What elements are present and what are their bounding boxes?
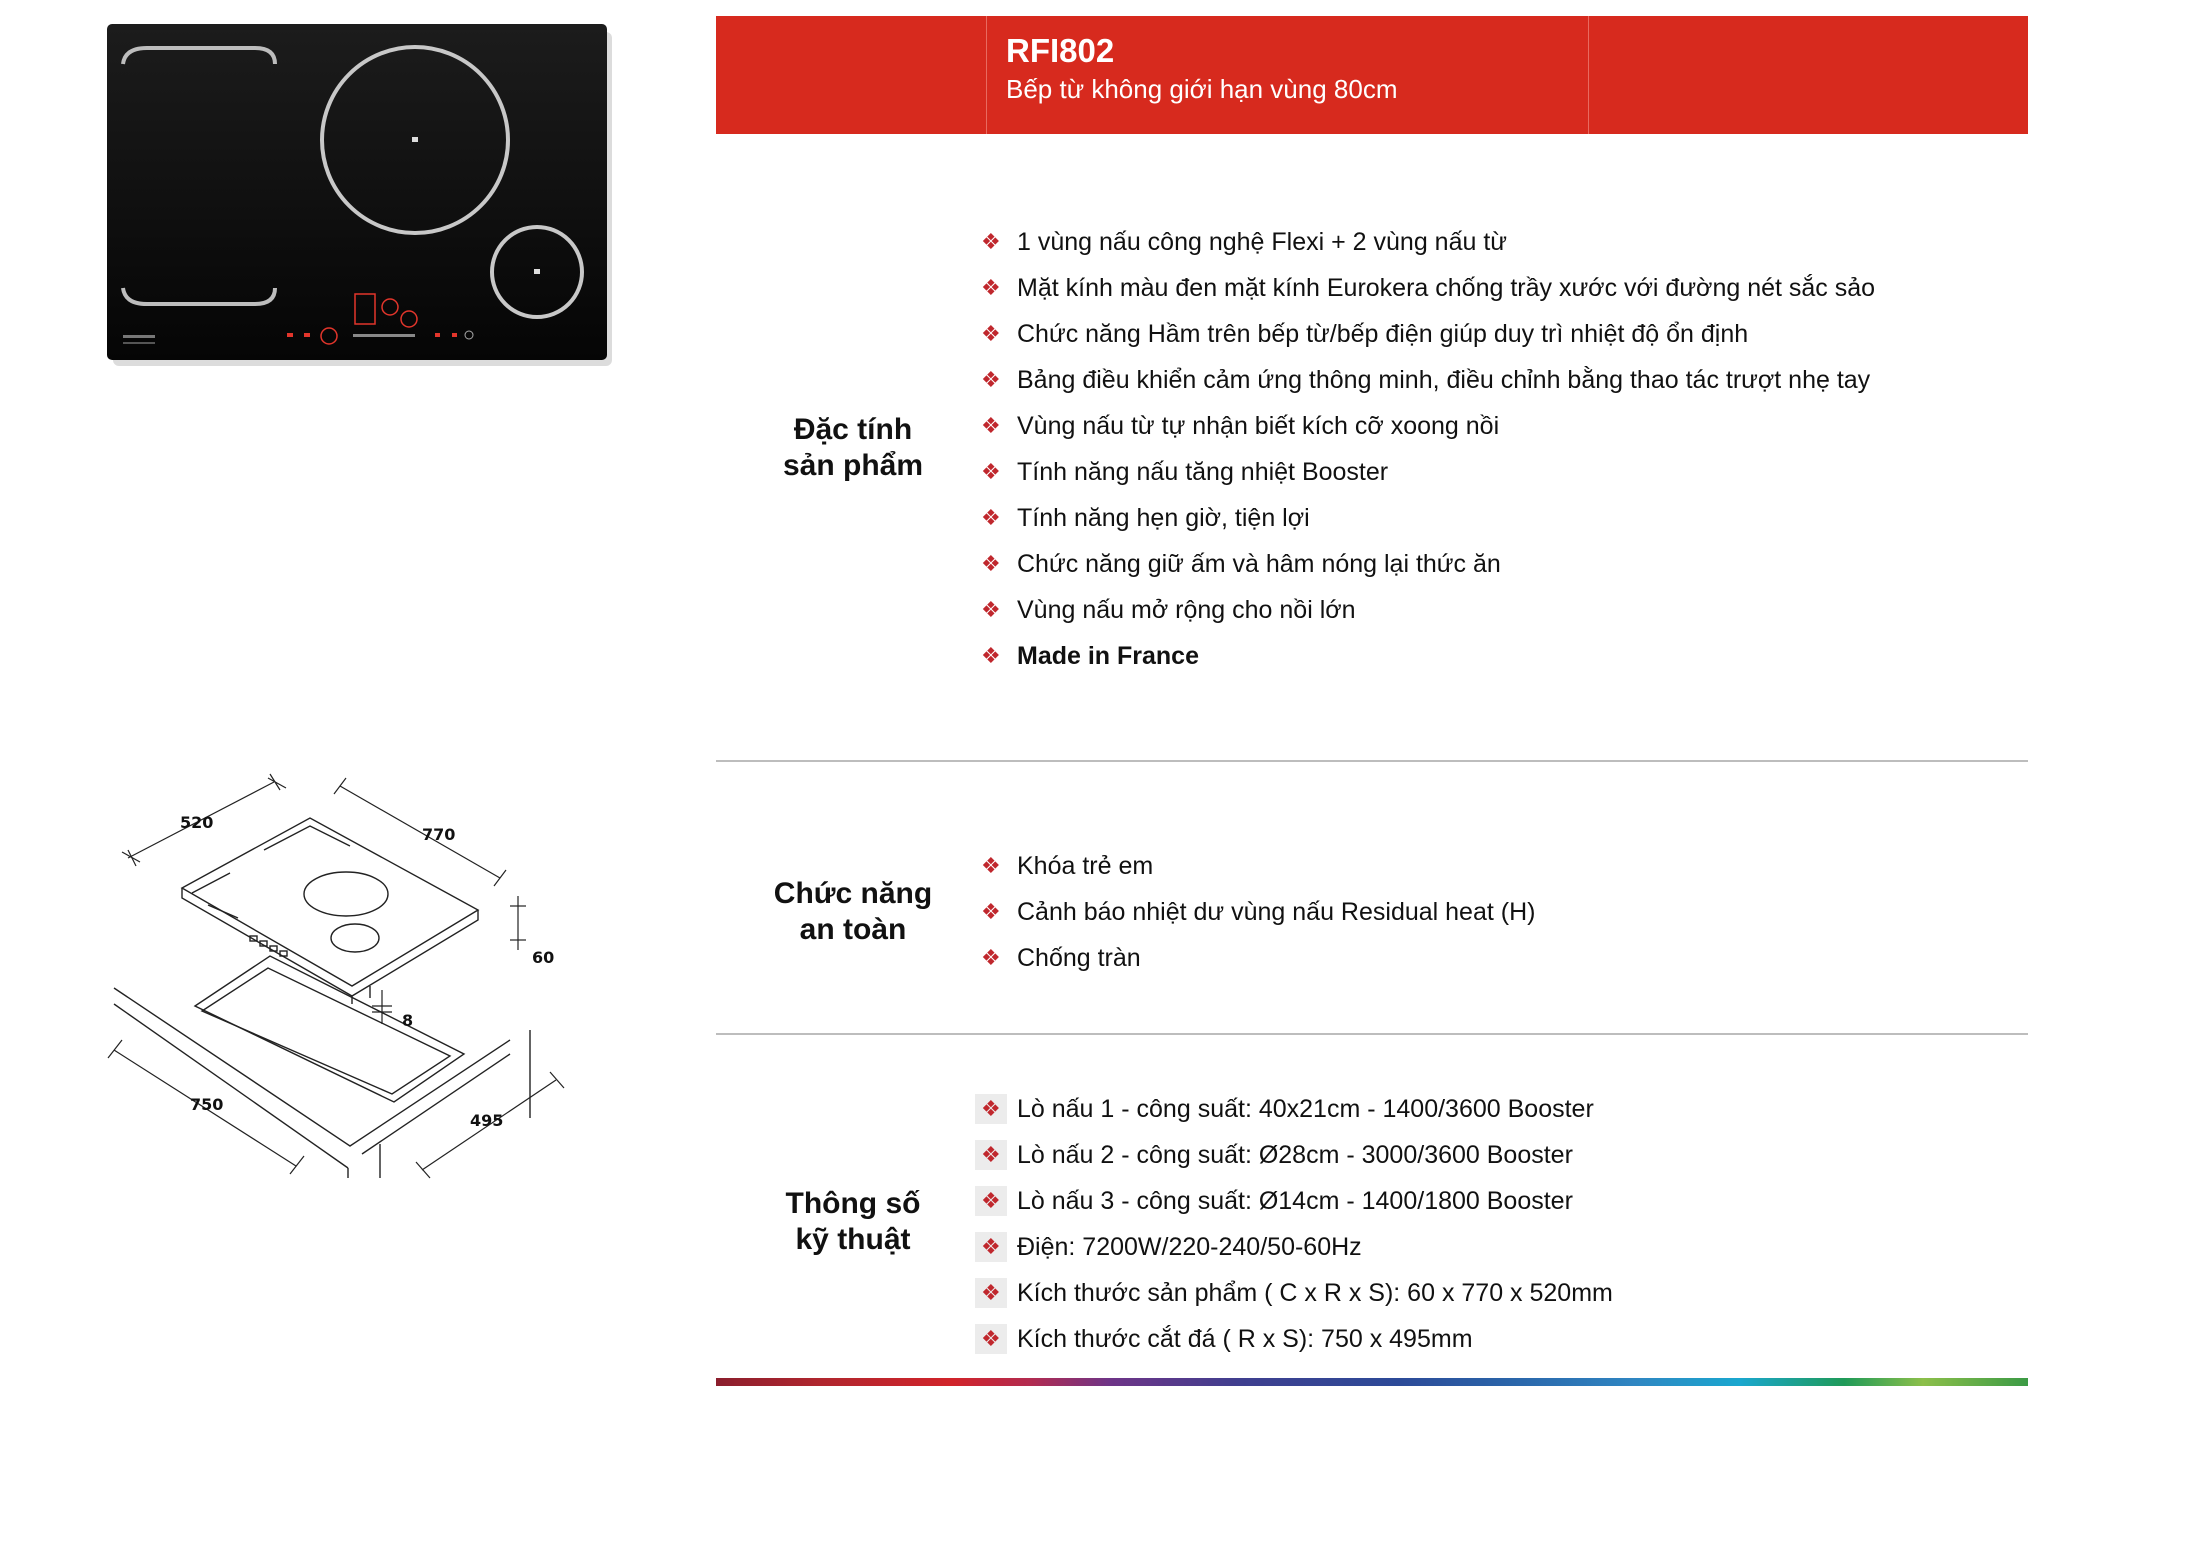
section-title-line: sản phẩm [782,449,924,482]
bullet-icon: ❖ [981,459,1001,484]
list-item [981,265,1876,311]
product-header [716,16,2028,134]
bullet-icon: ❖ [981,229,1001,254]
section-title-line: Thông số [785,1187,921,1220]
footer-color-bar [716,1378,2028,1386]
dim-height-label: 60 [532,948,555,967]
list-item [981,219,1875,265]
list-item-text: Kích thước sản phẩm ( C x R x S): 60 x 770 x 520mm [1017,1279,1613,1307]
list-item [981,541,1875,587]
bullet-icon: ❖ [981,643,1001,668]
list-item [981,1132,1613,1178]
bullet-icon: ❖ [981,413,1001,438]
specs-list [981,1086,1613,1362]
list-item-text: Kích thước cắt đá ( R x S): 750 x 495mm [1017,1325,1473,1353]
list-item [981,1178,1613,1224]
section-divider [716,760,2028,762]
list-item [981,403,1875,449]
list-item [981,587,1875,633]
bullet-icon: ❖ [981,275,1001,300]
list-item [981,495,1875,541]
bullet-icon: ❖ [975,1140,1007,1170]
section-title-specs [718,1186,988,1258]
bullet-icon: ❖ [981,597,1001,622]
list-item-text: Tính năng nấu tăng nhiệt Booster [1017,458,1389,486]
installation-diagram [100,768,580,1198]
header-divider [1588,16,1589,134]
bullet-icon: ❖ [975,1094,1007,1124]
list-item-text: Chống tràn [1017,944,1141,972]
list-item [981,1086,1613,1132]
bullet-icon: ❖ [981,945,1001,970]
bullet-icon: ❖ [975,1186,1007,1216]
list-item-text: Made in France [1017,642,1199,670]
list-item-text: Vùng nấu từ tự nhận biết kích cỡ xoong nồi [1017,412,1500,440]
list-item-text: Chức năng giữ ấm và hâm nóng lại thức ăn [1017,550,1501,578]
safety-list [981,843,1536,981]
list-item-text: 1 vùng nấu công nghệ Flexi + 2 vùng nấu từ [1017,228,1508,256]
list-item-text: Mặt kính màu đen mặt kính Eurokera chống trầy xước với đường nét sắc sảo [1017,274,1876,302]
bullet-icon: ❖ [975,1324,1007,1354]
list-item-text: Lò nấu 1 - công suất: 40x21cm - 1400/3600 Booster [1017,1095,1594,1123]
dim-gap-label: 8 [402,1011,414,1030]
dim-depth-label: 520 [180,813,214,832]
list-item [981,449,1875,495]
cooktop-photo [107,24,612,366]
list-item [981,311,1875,357]
list-item-text: Bảng điều khiển cảm ứng thông minh, điều chỉnh bằng thao tác trượt nhẹ tay [1017,366,1871,394]
list-item [981,1224,1613,1270]
dim-width-label: 770 [422,825,456,844]
section-title-safety [718,876,988,948]
header-divider [986,16,987,134]
list-item [981,1316,1613,1362]
bullet-icon: ❖ [981,367,1001,392]
model-name: RFI802 [1006,32,1115,69]
list-item-text: Lò nấu 2 - công suất: Ø28cm - 3000/3600 Booster [1017,1141,1573,1169]
model-subtitle: Bếp từ không giới hạn vùng 80cm [1006,74,1398,104]
dim-cut-width-label: 750 [190,1095,224,1114]
list-item-text: Vùng nấu mở rộng cho nồi lớn [1017,596,1356,624]
list-item-text: Khóa trẻ em [1017,852,1154,880]
section-title-features [718,412,988,484]
list-item [981,1270,1613,1316]
bullet-icon: ❖ [975,1278,1007,1308]
list-item-text: Cảnh báo nhiệt dư vùng nấu Residual heat (H) [1017,898,1536,926]
dim-cut-depth-label: 495 [470,1111,504,1130]
section-title-line: kỹ thuật [795,1223,911,1256]
list-item-text: Điện: 7200W/220-240/50-60Hz [1017,1233,1362,1261]
list-item [981,357,1875,403]
section-title-line: Chức năng [773,877,933,910]
section-title-line: an toàn [799,913,907,946]
list-item [981,889,1536,935]
list-item [981,935,1535,981]
bullet-icon: ❖ [981,853,1001,878]
bullet-icon: ❖ [975,1232,1007,1262]
section-title-line: Đặc tính [793,413,913,446]
section-divider [716,1033,2028,1035]
list-item-text: Tính năng hẹn giờ, tiện lợi [1017,504,1310,532]
list-item [981,633,1875,679]
list-item [981,843,1535,889]
list-item-text: Lò nấu 3 - công suất: Ø14cm - 1400/1800 Booster [1017,1187,1573,1215]
list-item-text: Chức năng Hầm trên bếp từ/bếp điện giúp duy trì nhiệt độ ổn định [1017,320,1749,348]
bullet-icon: ❖ [981,551,1001,576]
bullet-icon: ❖ [981,899,1001,924]
bullet-icon: ❖ [981,321,1001,346]
bullet-icon: ❖ [981,505,1001,530]
features-list [981,219,1876,679]
